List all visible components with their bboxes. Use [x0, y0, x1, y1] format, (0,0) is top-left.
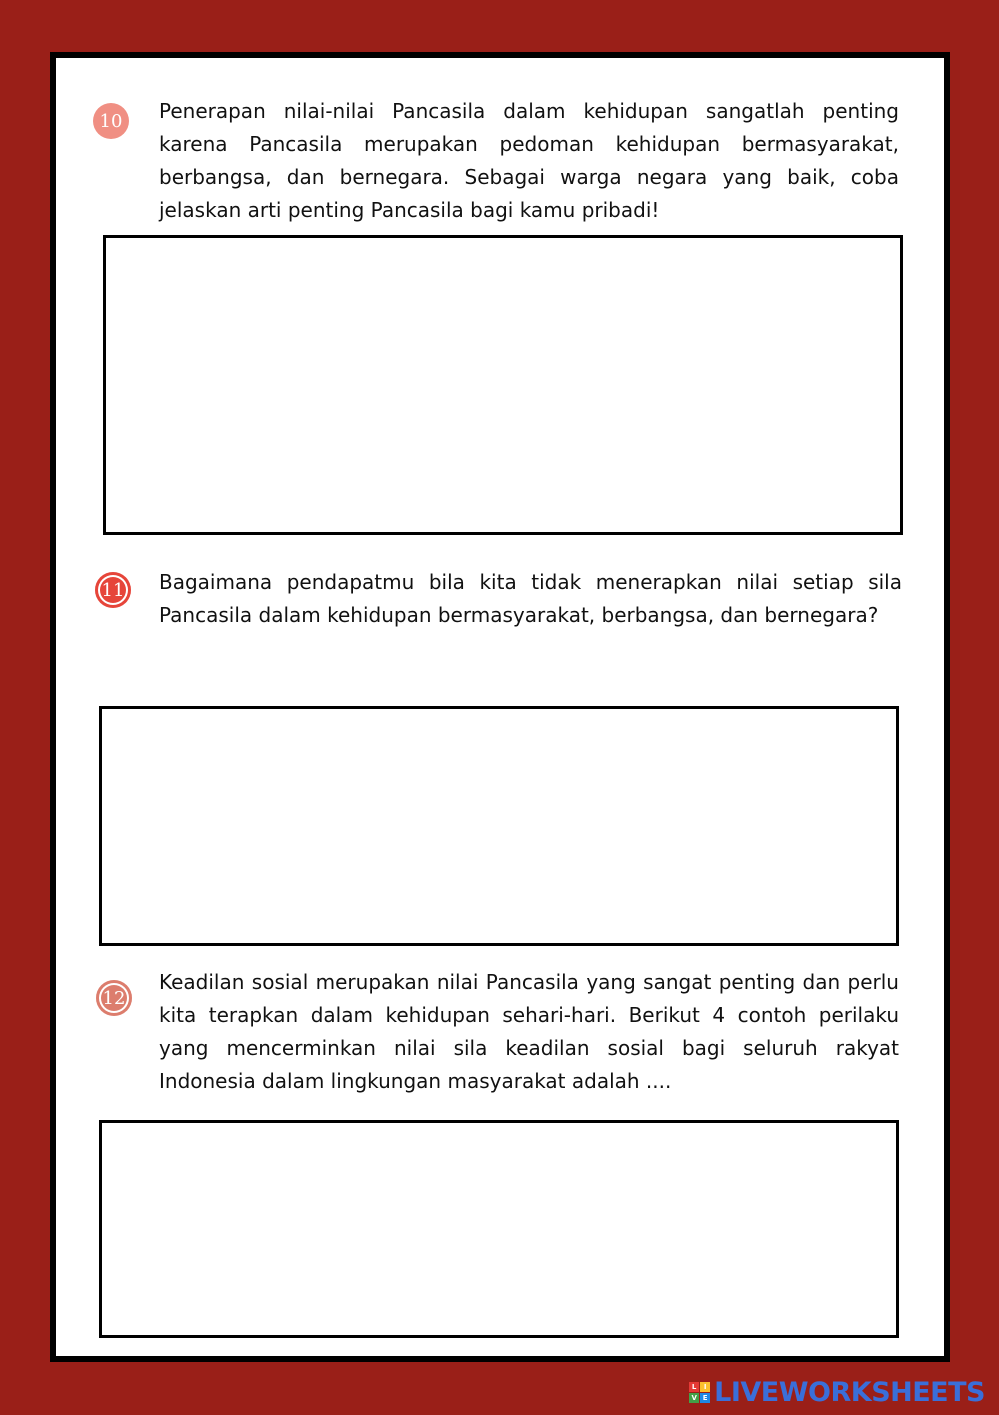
logo-letter-i: I	[700, 1382, 710, 1392]
answer-box-11[interactable]	[99, 706, 899, 946]
logo-letter-e: E	[700, 1393, 710, 1403]
question-11-number-badge	[95, 572, 131, 608]
logo-letter-v: V	[689, 1393, 699, 1403]
answer-box-10[interactable]	[103, 235, 903, 535]
question-10-text: Penerapan nilai-nilai Pancasila dalam kehidupan sangatlah penting karena Pancasila merupakan pedoman kehidupan bermasyarakat, berbangsa, dan bernegara. Sebagai warga negara yang baik, coba jelaskan arti penting Pancasila bagi kamu pribadi!	[159, 99, 899, 222]
question-12-number-badge	[96, 980, 132, 1016]
question-10-number-badge	[93, 103, 129, 139]
logo-letter-l: L	[689, 1382, 699, 1392]
answer-box-12[interactable]	[99, 1120, 899, 1338]
question-12-text: Keadilan sosial merupakan nilai Pancasila yang sangat penting dan perlu kita terapkan dalam kehidupan sehari-hari. Berikut 4 contoh perilaku yang mencerminkan nilai sila keadilan sosial bagi seluruh rakyat Indonesia dalam lingkungan masyarakat adalah ....	[159, 970, 899, 1093]
live-blocks-icon	[689, 1382, 710, 1403]
question-10-number: 10	[99, 110, 123, 132]
question-12-number: 12	[102, 987, 126, 1009]
question-11-number: 11	[101, 579, 125, 601]
liveworksheets-logo[interactable]	[689, 1377, 985, 1408]
logo-text: LIVEWORKSHEETS	[714, 1377, 985, 1408]
question-11-text: Bagaimana pendapatmu bila kita tidak menerapkan nilai setiap sila Pancasila dalam kehidupan bermasyarakat, berbangsa, dan bernegara?	[159, 570, 902, 627]
